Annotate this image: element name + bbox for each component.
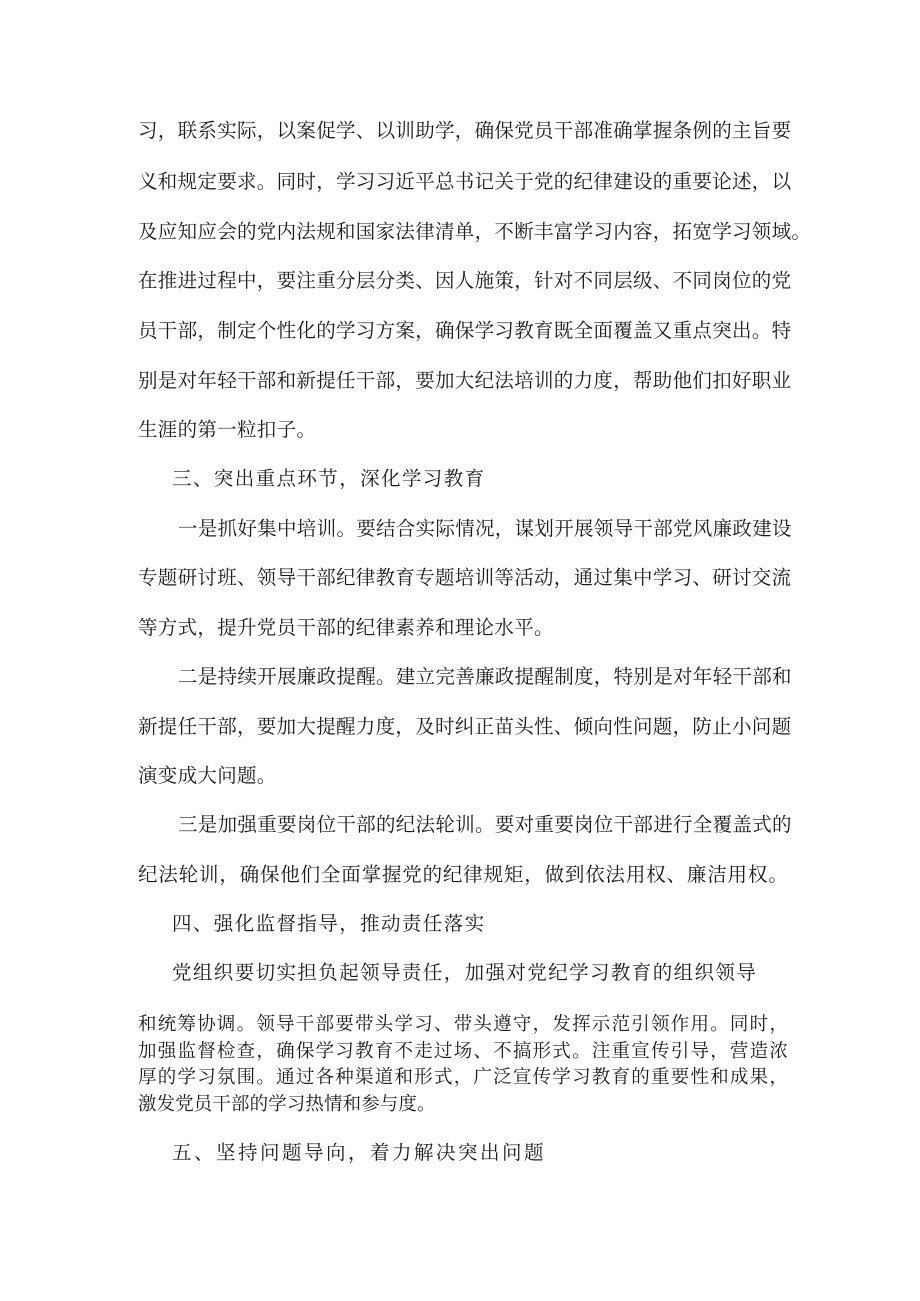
paragraph-first-line: 三是加强重要岗位干部的纪法轮训。要对重要岗位干部进行全覆盖式的 [178, 813, 792, 836]
body-text-line: 激发党员干部的学习热情和参与度。 [138, 1094, 436, 1115]
paragraph-first-line: 一是抓好集中培训。要结合实际情况，谋划开展领导干部党风廉政建设 [178, 517, 792, 540]
paragraph-first-line: 党组织要切实担负起领导责任，加强对党纪学习教育的组织领导 [172, 961, 758, 984]
body-text-line: 新提任干部，要加大提醒力度，及时纠正苗头性、倾向性问题，防止小问题 [138, 715, 792, 738]
section-heading: 三、突出重点环节，深化学习教育 [172, 467, 486, 490]
body-text-line: 在推进过程中，要注重分层分类、因人施策，针对不同层级、不同岗位的党 [138, 269, 792, 292]
body-text-line: 及应知应会的党内法规和国家法律清单，不断丰富学习内容，拓宽学习领域。 [138, 220, 812, 243]
body-text-line: 加强监督检查，确保学习教育不走过场、不搞形式。注重宣传引导，营造浓 [138, 1041, 788, 1062]
body-text-line: 生涯的第一粒扣子。 [138, 418, 317, 441]
body-text-line: 员干部，制定个性化的学习方案，确保学习教育既全面覆盖又重点突出。特 [138, 319, 792, 342]
body-text-line: 习，联系实际，以案促学、以训助学，确保党员干部准确掌握条例的主旨要 [138, 119, 792, 142]
body-text-line: 厚的学习氛围。通过各种渠道和形式，广泛宣传学习教育的重要性和成果， [138, 1067, 788, 1088]
body-text-line: 专题研讨班、领导干部纪律教育专题培训等活动，通过集中学习、研讨交流 [138, 566, 792, 589]
body-text-line: 等方式，提升党员干部的纪律素养和理论水平。 [138, 616, 554, 639]
section-heading: 五、坚持问题导向，着力解决突出问题 [172, 1141, 547, 1164]
body-text-line: 别是对年轻干部和新提任干部，要加大纪法培训的力度，帮助他们扣好职业 [138, 369, 792, 392]
body-text-line: 演变成大问题。 [138, 764, 277, 787]
body-text-line: 义和规定要求。同时，学习习近平总书记关于党的纪律建设的重要论述，以 [138, 170, 792, 193]
body-text-line: 纪法轮训，确保他们全面掌握党的纪律规矩，做到依法用权、廉洁用权。 [138, 863, 788, 886]
paragraph-first-line: 二是持续开展廉政提醒。建立完善廉政提醒制度，特别是对年轻干部和 [178, 665, 792, 688]
section-heading: 四、强化监督指导，推动责任落实 [172, 912, 486, 935]
body-text-line: 和统筹协调。领导干部要带头学习、带头遵守，发挥示范引领作用。同时， [138, 1014, 788, 1035]
